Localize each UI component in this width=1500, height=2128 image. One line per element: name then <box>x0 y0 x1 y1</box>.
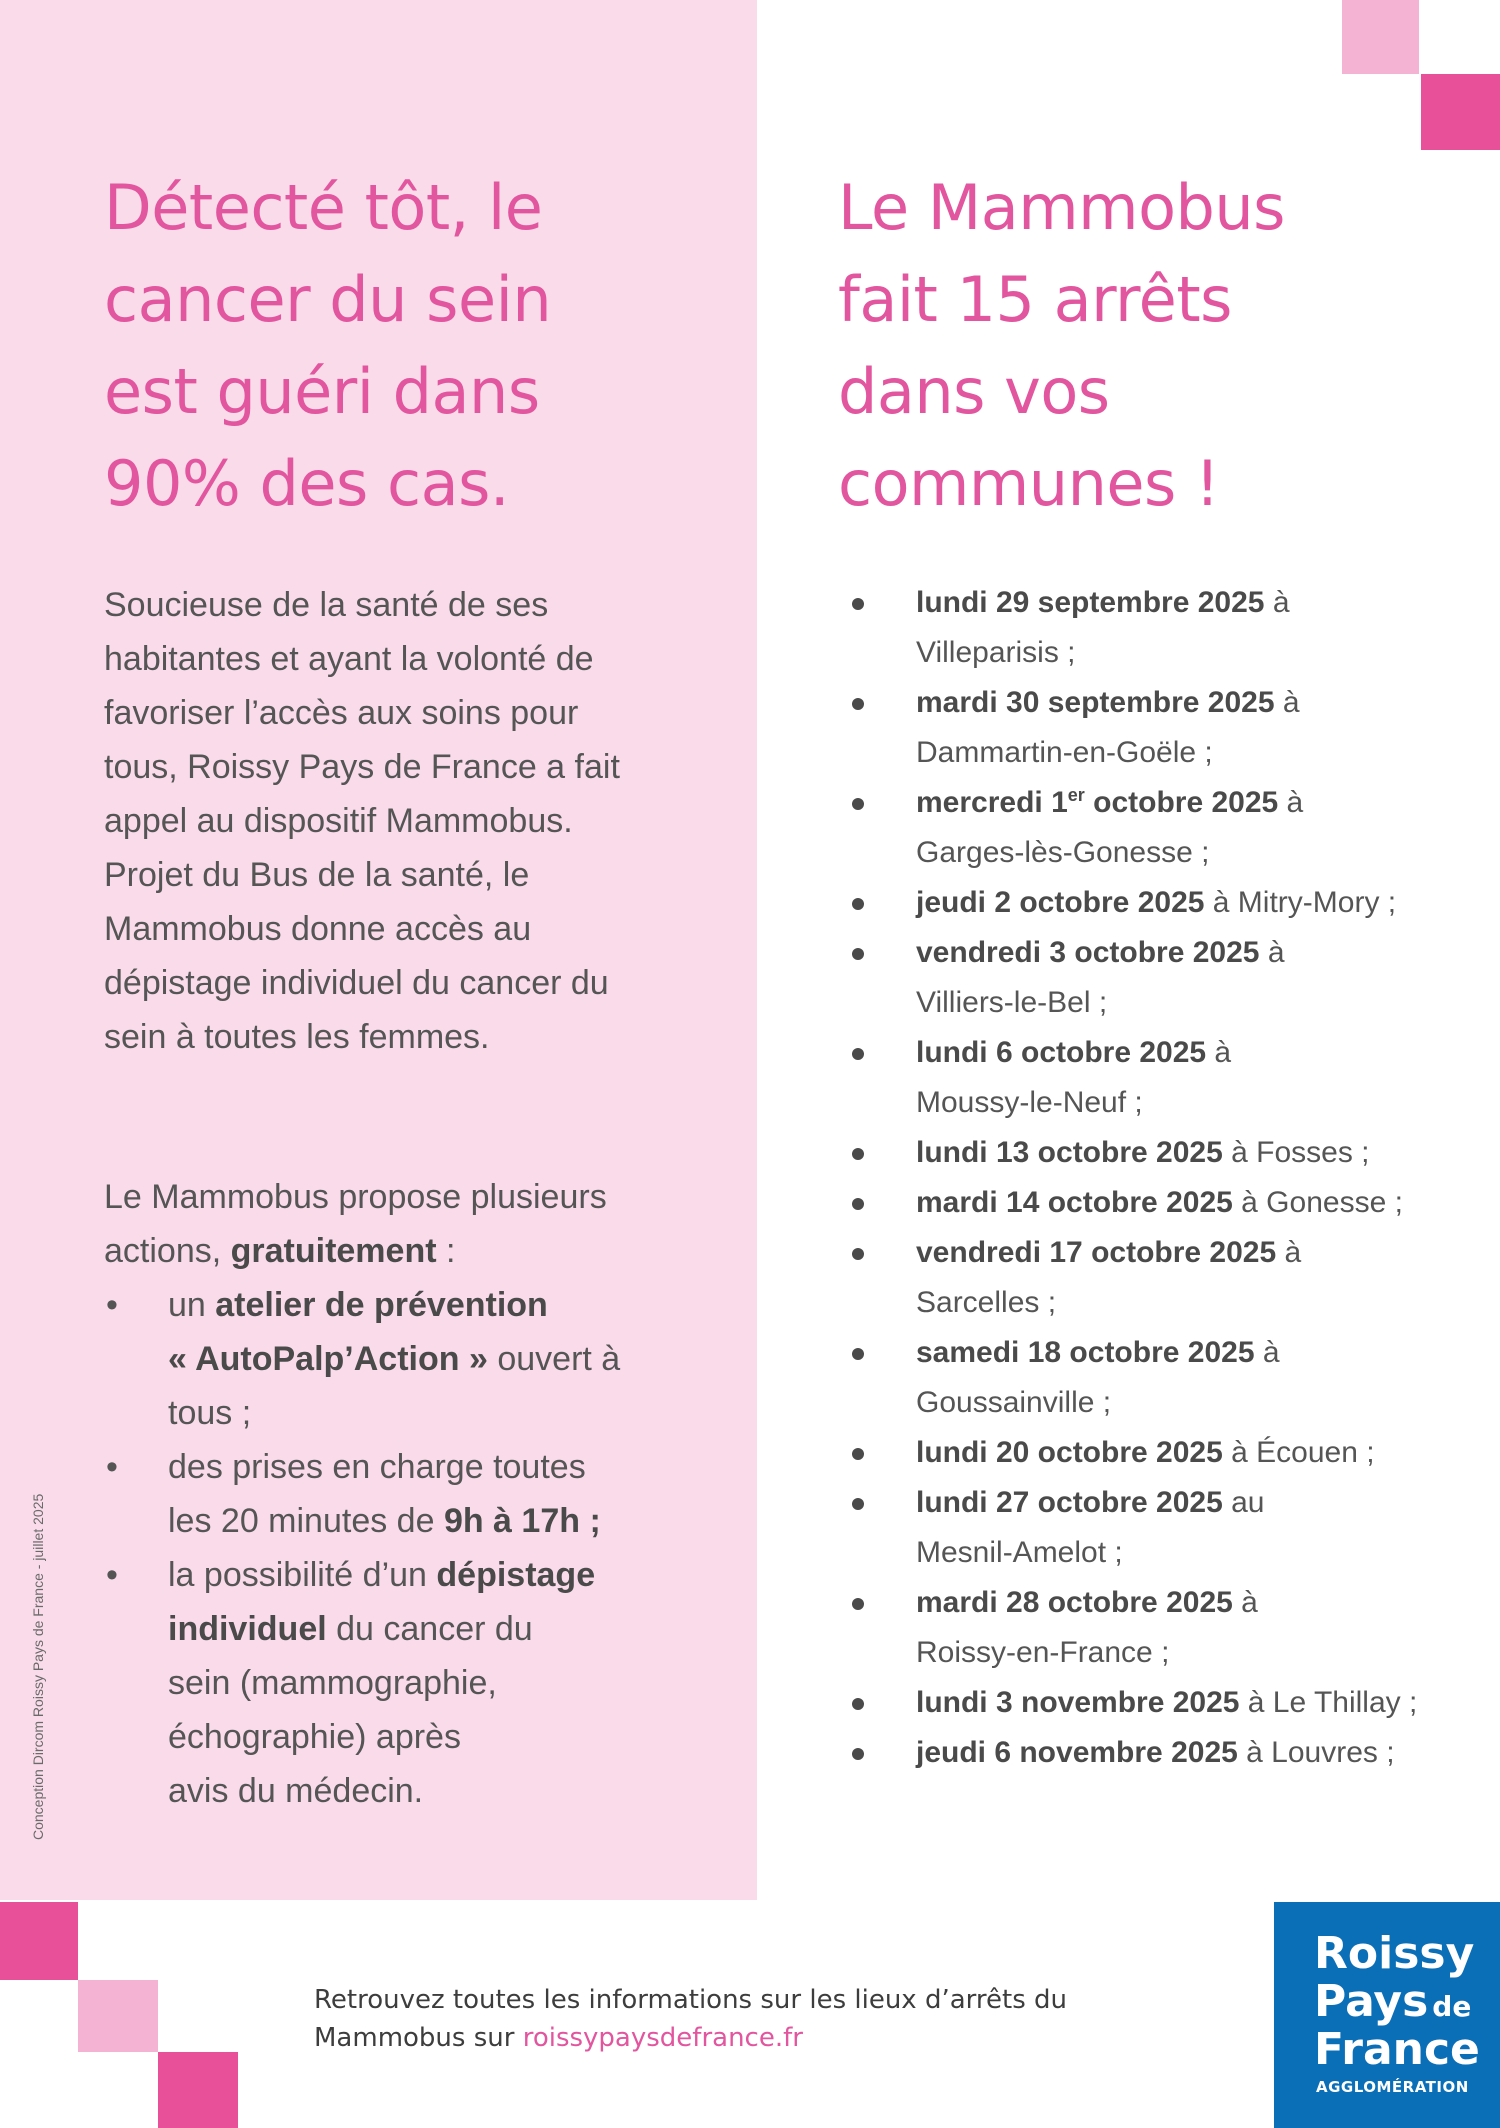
schedule-item <box>842 1328 1462 1428</box>
schedule-item <box>842 1228 1462 1328</box>
schedule-place: Sarcelles ; <box>916 1286 1057 1319</box>
schedule-date: lundi 29 septembre 2025 <box>916 586 1265 619</box>
bullet-icon <box>852 1598 864 1610</box>
item-line <box>168 1602 620 1656</box>
text-span: ouvert à <box>487 1340 621 1378</box>
schedule-item <box>842 578 1462 678</box>
schedule-place: Villeparisis ; <box>916 636 1076 669</box>
logo-subtitle: AGGLOMÉRATION <box>1316 2078 1469 2096</box>
schedule-place: à <box>1259 936 1285 969</box>
text-span: du cancer du <box>326 1610 533 1648</box>
schedule-place: à <box>1254 1336 1280 1369</box>
schedule-date: jeudi 2 octobre 2025 <box>916 886 1205 919</box>
schedule-place: à <box>1274 686 1300 719</box>
bullet-icon <box>852 798 864 810</box>
heading-line: fait 15 arrêts <box>838 263 1232 336</box>
schedule-place: Roissy-en-France ; <box>916 1636 1170 1669</box>
schedule-place: à Écouen ; <box>1222 1436 1375 1469</box>
schedule-date: vendredi 3 octobre 2025 <box>916 936 1260 969</box>
bullet-icon <box>852 1348 864 1360</box>
paragraph-line: favoriser l’accès aux soins pour <box>104 694 579 732</box>
footer-text <box>314 1981 1067 2057</box>
schedule-date: lundi 20 octobre 2025 <box>916 1436 1223 1469</box>
bullet-icon <box>852 1748 864 1760</box>
item-line <box>168 1278 620 1332</box>
paragraph-line: Projet du Bus de la santé, le <box>104 856 530 894</box>
schedule-place: à Louvres ; <box>1237 1736 1395 1769</box>
heading-line: cancer du sein <box>104 263 552 336</box>
text-span: : <box>436 1232 456 1270</box>
schedule-place: à <box>1276 1236 1302 1269</box>
decorative-square <box>78 1980 158 2052</box>
actions-section <box>104 1170 620 1818</box>
action-item <box>104 1440 620 1548</box>
item-line: avis du médecin. <box>168 1772 424 1810</box>
text-span: Mammobus sur <box>314 2023 523 2053</box>
schedule-item <box>842 678 1462 778</box>
bullet-icon <box>852 1248 864 1260</box>
text-span: actions, <box>104 1232 231 1270</box>
logo-text: France <box>1314 2024 1480 2075</box>
item-line: tous ; <box>168 1394 252 1432</box>
action-item <box>104 1548 620 1818</box>
bullet-icon: • <box>106 1286 118 1324</box>
schedule-place: au <box>1222 1486 1265 1519</box>
schedule-line <box>916 778 1462 828</box>
bullet-icon <box>852 1448 864 1460</box>
schedule-date: lundi 27 octobre 2025 <box>916 1486 1223 1519</box>
schedule-item <box>842 1678 1462 1728</box>
schedule-place: à <box>1232 1586 1258 1619</box>
schedule-line <box>916 928 1462 978</box>
item-line: des prises en charge toutes <box>168 1448 586 1486</box>
bullet-icon: • <box>106 1556 118 1594</box>
paragraph-line: habitantes et ayant la volonté de <box>104 640 594 678</box>
bullet-icon <box>852 1698 864 1710</box>
paragraph-line: Soucieuse de la santé de ses <box>104 586 549 624</box>
footer-line <box>314 2019 1067 2057</box>
left-heading <box>104 162 551 530</box>
heading-line: Détecté tôt, le <box>104 171 543 244</box>
schedule-place: à <box>1206 1036 1232 1069</box>
actions-intro-line <box>104 1224 620 1278</box>
schedule-item <box>842 1478 1462 1578</box>
bullet-icon <box>852 1498 864 1510</box>
right-heading <box>838 162 1285 530</box>
bullet-icon <box>852 1148 864 1160</box>
action-item <box>104 1278 620 1440</box>
schedule-item <box>842 878 1462 928</box>
schedule-item <box>842 1028 1462 1128</box>
decorative-square <box>1421 74 1500 150</box>
heading-line: dans vos <box>838 355 1110 428</box>
schedule-line <box>916 1678 1462 1728</box>
schedule-line <box>916 578 1462 628</box>
bullet-icon <box>852 698 864 710</box>
design-credit: Conception Dircom Roissy Pays de France - juillet 2025 <box>30 1493 46 1840</box>
bullet-icon <box>852 598 864 610</box>
footer-line: Retrouvez toutes les informations sur les lieux d’arrêts du <box>314 1985 1067 2015</box>
schedule-date: lundi 3 novembre 2025 <box>916 1686 1240 1719</box>
schedule-place: à Fosses ; <box>1222 1136 1370 1169</box>
website-link[interactable]: roissypaysdefrance.fr <box>522 2023 803 2053</box>
schedule-item <box>842 928 1462 1028</box>
schedule-date: samedi 18 octobre 2025 <box>916 1336 1255 1369</box>
schedule-place: à <box>1264 586 1290 619</box>
item-line: échographie) après <box>168 1718 461 1756</box>
schedule-item <box>842 1428 1462 1478</box>
logo-word: de <box>1432 1990 1472 2023</box>
schedule-date: lundi 13 octobre 2025 <box>916 1136 1223 1169</box>
schedule-place: Mesnil-Amelot ; <box>916 1536 1123 1569</box>
schedule-date: octobre 2025 <box>1084 786 1279 819</box>
schedule-line <box>916 1228 1462 1278</box>
schedule-date: mardi 30 septembre 2025 <box>916 686 1275 719</box>
schedule-line <box>916 1028 1462 1078</box>
schedule-place: Moussy-le-Neuf ; <box>916 1086 1143 1119</box>
schedule-list <box>842 578 1462 1778</box>
schedule-item <box>842 1578 1462 1678</box>
heading-line: 90% des cas. <box>104 447 510 520</box>
paragraph-line: dépistage individuel du cancer du <box>104 964 609 1002</box>
schedule-item <box>842 1728 1462 1778</box>
schedule-item <box>842 778 1462 878</box>
text-span: la possibilité d’un <box>168 1556 437 1594</box>
paragraph-line: Mammobus donne accès au <box>104 910 532 948</box>
schedule-place: Dammartin-en-Goële ; <box>916 736 1213 769</box>
schedule-date: jeudi 6 novembre 2025 <box>916 1736 1238 1769</box>
paragraph-line: tous, Roissy Pays de France a fait <box>104 748 620 786</box>
logo-text: Roissy <box>1314 1928 1475 1979</box>
bullet-icon: • <box>106 1448 118 1486</box>
bold-text: atelier de prévention <box>215 1286 548 1324</box>
item-line <box>168 1548 620 1602</box>
schedule-place: Goussainville ; <box>916 1386 1112 1419</box>
intro-paragraph <box>104 578 620 1064</box>
schedule-line <box>916 878 1462 928</box>
item-line <box>168 1332 620 1386</box>
bold-text: gratuitement <box>230 1232 437 1270</box>
heading-line: est guéri dans <box>104 355 540 428</box>
schedule-item <box>842 1128 1462 1178</box>
schedule-line <box>916 1328 1462 1378</box>
ordinal-suffix: er <box>1067 785 1085 805</box>
paragraph-line: sein à toutes les femmes. <box>104 1018 490 1056</box>
heading-line: communes ! <box>838 447 1220 520</box>
item-line: sein (mammographie, <box>168 1664 497 1702</box>
schedule-date: vendredi 17 octobre 2025 <box>916 1236 1277 1269</box>
bold-text: 9h à 17h ; <box>443 1502 601 1540</box>
schedule-place: à Gonesse ; <box>1232 1186 1403 1219</box>
schedule-place: à <box>1278 786 1304 819</box>
bullet-icon <box>852 898 864 910</box>
bold-text: « AutoPalp’Action » <box>168 1340 488 1378</box>
schedule-date: mercredi 1 <box>916 786 1068 819</box>
bold-text: dépistage <box>436 1556 596 1594</box>
item-line <box>168 1494 620 1548</box>
schedule-place: Garges-lès-Gonesse ; <box>916 836 1210 869</box>
logo-word: Pays <box>1314 1976 1429 2027</box>
schedule-line <box>916 1128 1462 1178</box>
schedule-date: lundi 6 octobre 2025 <box>916 1036 1207 1069</box>
schedule-line <box>916 678 1462 728</box>
text-span: les 20 minutes de <box>168 1502 444 1540</box>
bullet-icon <box>852 948 864 960</box>
decorative-square <box>158 2052 238 2128</box>
schedule-line <box>916 1728 1462 1778</box>
bullet-icon <box>852 1048 864 1060</box>
schedule-place: à Le Thillay ; <box>1239 1686 1418 1719</box>
schedule-place: Villiers-le-Bel ; <box>916 986 1108 1019</box>
text-span: un <box>168 1286 216 1324</box>
decorative-square <box>0 1902 78 1980</box>
bold-text: individuel <box>168 1610 327 1648</box>
schedule-item <box>842 1178 1462 1228</box>
roissy-logo <box>1274 1902 1500 2128</box>
paragraph-line: appel au dispositif Mammobus. <box>104 802 573 840</box>
heading-line: Le Mammobus <box>838 171 1285 244</box>
schedule-line <box>916 1478 1462 1528</box>
decorative-square <box>1342 0 1419 74</box>
schedule-line <box>916 1428 1462 1478</box>
actions-intro-line: Le Mammobus propose plusieurs <box>104 1178 607 1216</box>
schedule-line <box>916 1578 1462 1628</box>
schedule-date: mardi 14 octobre 2025 <box>916 1186 1233 1219</box>
schedule-line <box>916 1178 1462 1228</box>
schedule-date: mardi 28 octobre 2025 <box>916 1586 1233 1619</box>
bullet-icon <box>852 1198 864 1210</box>
schedule-place: à Mitry-Mory ; <box>1204 886 1397 919</box>
